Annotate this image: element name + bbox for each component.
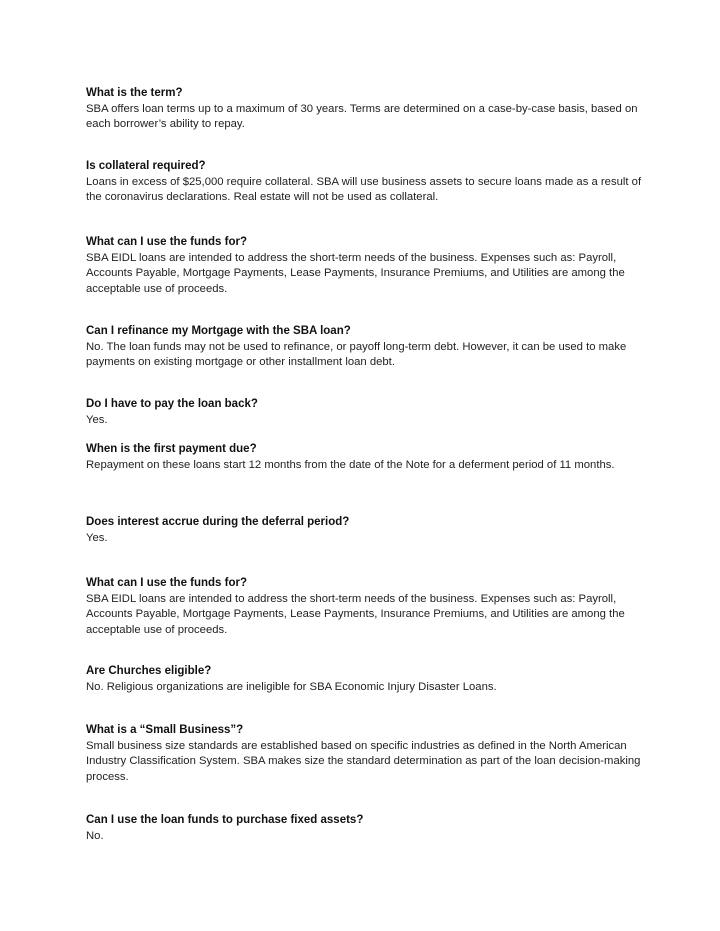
faq-answer: No. The loan funds may not be used to refinance, or payoff long-term debt. However, it can be used to make payments on existing mortgage or other installment loan debt. [86,340,627,369]
faq-question: Can I refinance my Mortgage with the SBA loan? [86,325,351,337]
faq-item [86,576,646,638]
faq-question: What can I use the funds for? [86,577,248,589]
faq-answer: Loans in excess of $25,000 require collateral. SBA will use business assets to secure loans made as a result of the coronavirus declarations. Real estate will not be used as collateral. [86,175,642,204]
faq-question: When is the first payment due? [86,443,257,455]
faq-item [86,86,646,133]
faq-question: What is a “Small Business”? [86,724,244,736]
faq-answer: Yes. [86,531,108,544]
faq-item [86,664,646,695]
faq-question: What is the term? [86,87,183,99]
faq-question: What can I use the funds for? [86,236,248,248]
faq-answer: SBA EIDL loans are intended to address the short-term needs of the business. Expenses such as: Payroll, Accounts Payable, Mortgage Payments, Lease Payments, Insurance Premiums, and Utilities are among the acceptable use of proceeds. [86,251,625,295]
faq-item [86,515,646,546]
faq-answer: SBA offers loan terms up to a maximum of 30 years. Terms are determined on a case-by-case basis, based on each borrower’s ability to repay. [86,102,638,131]
faq-answer: Small business size standards are established based on specific industries as defined in the North American Industry Classification System. SBA makes size the standard determination as part of the loan decision-making process. [86,739,641,783]
faq-answer: No. [86,829,104,842]
faq-answer: Yes. [86,413,108,426]
faq-answer: SBA EIDL loans are intended to address the short-term needs of the business. Expenses such as: Payroll, Accounts Payable, Mortgage Payments, Lease Payments, Insurance Premiums, and Utilities are among the acceptable use of proceeds. [86,592,625,636]
faq-item [86,397,646,428]
faq-question: Are Churches eligible? [86,665,212,677]
faq-item [86,442,646,473]
faq-answer: Repayment on these loans start 12 months from the date of the Note for a deferment period of 11 months. [86,458,615,471]
faq-answer: No. Religious organizations are ineligible for SBA Economic Injury Disaster Loans. [86,680,497,693]
faq-item [86,159,646,206]
faq-question: Do I have to pay the loan back? [86,398,258,410]
faq-item [86,235,646,297]
faq-item [86,723,646,785]
faq-question: Does interest accrue during the deferral period? [86,516,350,528]
faq-item [86,324,646,371]
faq-item [86,813,646,844]
faq-question: Can I use the loan funds to purchase fixed assets? [86,814,364,826]
faq-question: Is collateral required? [86,160,206,172]
